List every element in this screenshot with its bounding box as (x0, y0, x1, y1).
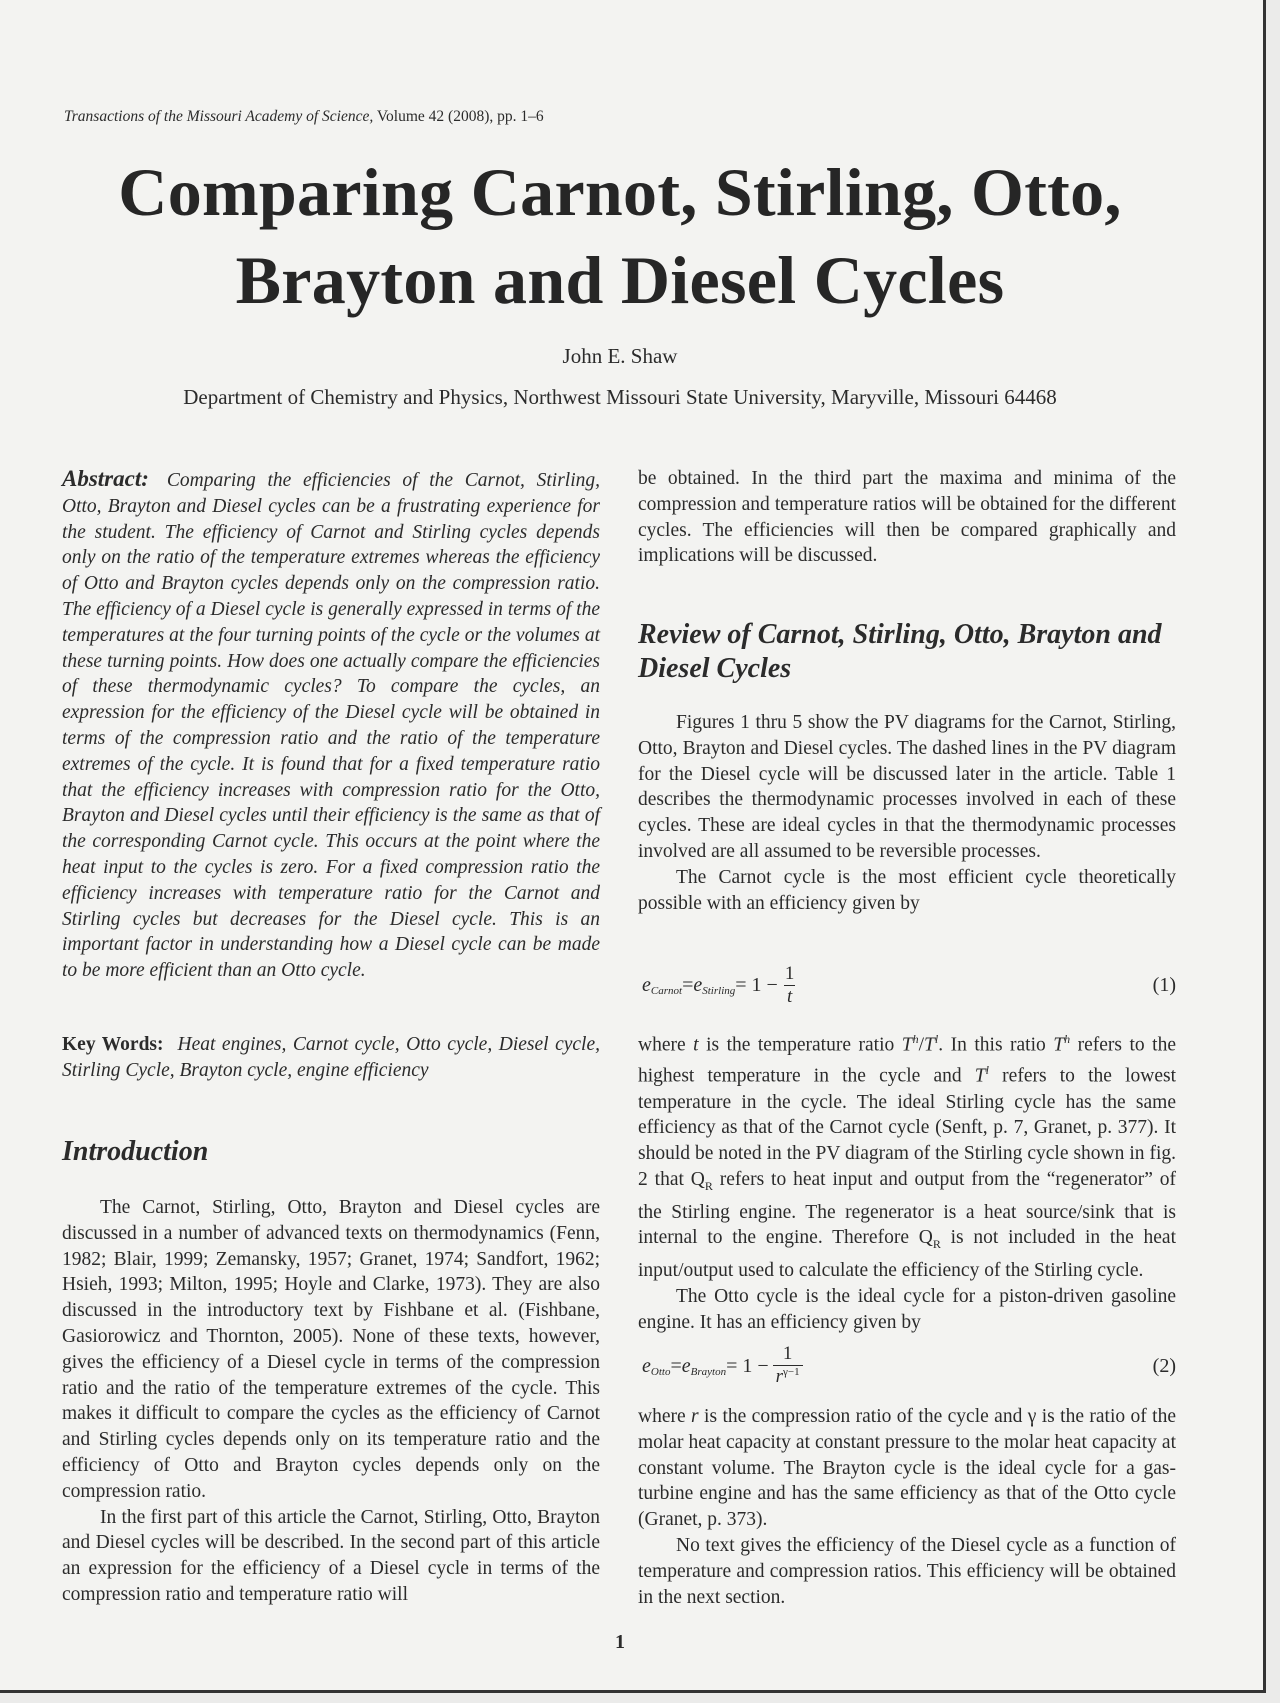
eq2-numerator: 1 (782, 1342, 793, 1364)
keywords-label: Key Words: (62, 1034, 164, 1055)
eq1-denominator: t (784, 985, 795, 1008)
p3-text-f: refers to heat input and output from the “regenerator” of the Stirling engine. The regenerator is a heat source/sink that is internal to the engine. Therefore Q (638, 1168, 1177, 1249)
intro-paragraph-1: The Carnot, Stirling, Otto, Brayton and Diesel cycles are discussed in a number of advanced texts on thermodynamics (Fenn, 1982; Blair, 1999; Zemansky, 1957; Granet, 1974; Sandfort, 1962; Hsieh, 1993; Milton, 1995; Hoyle and Clarke, 1973). They are also discussed in the introductory text by Fishbane et al. (Fishbane, Gasiorowicz and Thornton, 2005). None of these texts, however, gives the efficiency of a Diesel cycle in terms of the compression ratio and the ratio of the temperature extremes of the cycle. This makes it difficult to compare the cycles as the efficiency of Carnot and Stirling cycles depends only on its temperature ratio and the efficiency of Otto and Brayton cycles depends only on the compression ratio. (62, 1197, 600, 1502)
eq1-sub-carnot: Carnot (650, 985, 683, 997)
p3-text-b: is the temperature ratio (698, 1034, 902, 1056)
p3-var-T2: T (924, 1034, 935, 1056)
introduction-heading: Introduction (62, 1136, 209, 1167)
eq2-fraction (773, 1343, 803, 1390)
p3-text-g: is not included in the heat input/output used to calculate the efficiency of the Stirling cycle. (638, 1227, 1176, 1282)
equation-1-number: (1) (1152, 974, 1176, 996)
abstract (62, 466, 600, 984)
eq2-e1: e (642, 1354, 651, 1377)
eq2-one-minus: = 1 − (726, 1354, 769, 1377)
eq2-e2: e (681, 1354, 691, 1377)
eq1-equals: = (682, 973, 694, 996)
p3-text-e: refers to the lowest temperature in the cycle. The ideal Stirling cycle has the same efficiency as that of the Carnot cycle (Senft, p. 7, Granet, p. 377). It should be noted in the PV diagram of the Stirling cycle shown in fig. 2 that Q (638, 1065, 1176, 1190)
author: John E. Shaw (562, 344, 678, 368)
abstract-label: Abstract: (62, 466, 149, 491)
p3-var-T1: T (901, 1034, 913, 1056)
equation-1 (638, 955, 1176, 1015)
page-number: 1 (615, 1631, 625, 1653)
p5-text-b: is the compression ratio of the cycle and γ is the ratio of the molar heat capacity at constant pressure to the molar heat capacity at constant volume. The Brayton cycle is the ideal cycle for a gas-turbine engine and has the same efficiency as that of the Otto cycle (Granet, p. 373). (638, 1406, 1177, 1531)
right-column-top (638, 466, 1176, 569)
review-paragraph-6: No text gives the efficiency of the Diesel cycle as a function of temperature and compression ratios. This efficiency will be obtained in the next section. (638, 1534, 1176, 1608)
volume-info: Volume 42 (2008), pp. 1–6 (373, 108, 544, 125)
eq1-sub-stirling: Stirling (702, 985, 736, 997)
affiliation: Department of Chemistry and Physics, Northwest Missouri State University, Maryville, Missouri 64468 (183, 385, 1057, 409)
p3-text-d: refers to the highest temperature in the cycle and (638, 1034, 1176, 1087)
review-paragraph-3 (638, 1027, 1176, 1284)
review-body-1 (638, 710, 1176, 916)
journal-header (64, 108, 544, 126)
review-heading: Review of Carnot, Stirling, Otto, Brayton and Diesel Cycles (638, 619, 1162, 684)
paper-title (0, 148, 1240, 324)
p3-var-t: t (693, 1034, 699, 1056)
eq1-e2: e (693, 973, 703, 996)
equation-1-formula (642, 955, 797, 1015)
p3-text-a: where (638, 1034, 694, 1056)
review-paragraph-5 (638, 1404, 1176, 1533)
p3-var-T3: T (1053, 1034, 1065, 1056)
eq1-one-minus: = 1 − (735, 973, 778, 996)
eq2-sub-otto: Otto (650, 1366, 671, 1378)
intro-paragraph-2: In the first part of this article the Carnot, Stirling, Otto, Brayton and Diesel cycles will be described. In the second part of this article an expression for the efficiency of a Diesel cycle in terms of the compression ratio and temperature ratio will (62, 1506, 600, 1605)
keywords (62, 1032, 600, 1084)
equation-2-number: (2) (1152, 1355, 1176, 1377)
eq2-den-base: r (775, 1365, 784, 1387)
review-paragraph-1: Figures 1 thru 5 show the PV diagrams for the Carnot, Stirling, Otto, Brayton and Diesel cycles. The dashed lines in the PV diagram for the Diesel cycle will be discussed later in the article. Table 1 describes the thermodynamic processes involved in each of these cycles. These are ideal cycles in that the thermodynamic processes involved are all assumed to be reversible processes. (638, 712, 1176, 862)
review-body-2 (638, 1027, 1176, 1336)
introduction-body (62, 1195, 600, 1608)
eq1-fraction (782, 963, 798, 1008)
p3-slash: / (918, 1034, 925, 1056)
abstract-text: Comparing the efficiencies of the Carnot, Stirling, Otto, Brayton and Diesel cycles can be a frustrating experience for the student. The efficiency of Carnot and Stirling cycles depends only on the ratio of the temperature extremes whereas the efficiency of Otto and Brayton cycles depends only on the compression ratio. The efficiency of a Diesel cycle is generally expressed in terms of the temperatures at the four turning points of the cycle or the volumes at these turning points. How does one actually compare the efficiencies of these thermodynamic cycles? To compare the cycles, an expression for the efficiency of the Diesel cycle will be obtained in terms of the compression ratio and the ratio of the temperature extremes of the cycle. It is found that for a fixed temperature ratio that the efficiency increases with compression ratio for the Otto, Brayton and Diesel cycles until their efficiency is the same as that of the corresponding Carnot cycle. This occurs at the point where the heat input to the cycles is zero. For a fixed compression ratio the efficiency increases with temperature ratio for the Carnot and Stirling cycles but decreases for the Diesel cycle. This is an important factor in understanding how a Diesel cycle can be made to be more efficient than an Otto cycle. (62, 470, 600, 982)
title-line-2: Brayton and Diesel Cycles (235, 242, 1005, 318)
eq2-sub-brayton: Brayton (690, 1366, 727, 1378)
review-paragraph-2: The Carnot cycle is the most efficient cycle theoretically possible with an efficiency given by (638, 866, 1176, 914)
p3-sup-h2: h (1064, 1032, 1071, 1046)
continued-paragraph: be obtained. In the third part the maxima and minima of the compression and temperature ratios will be obtained for the different cycles. The efficiencies will then be compared graphically and implications will be discussed. (638, 468, 1176, 567)
p3-var-T4: T (974, 1065, 986, 1087)
equation-2-formula (642, 1336, 803, 1396)
p3-sub-R1: R (704, 1178, 713, 1193)
review-body-3 (638, 1404, 1176, 1610)
journal-name: Transactions of the Missouri Academy of Science, (64, 108, 374, 125)
eq1-numerator: 1 (784, 962, 795, 984)
p3-sup-h1: h (912, 1032, 919, 1046)
eq2-equals: = (670, 1354, 682, 1377)
p5-text-a: where (638, 1406, 692, 1427)
keywords-text: Heat engines, Carnot cycle, Otto cycle, Diesel cycle, Stirling Cycle, Brayton cycle, engine efficiency (62, 1034, 600, 1081)
eq2-denominator (773, 1365, 803, 1390)
eq1-e1: e (642, 973, 651, 996)
p5-var-r: r (691, 1406, 699, 1427)
p3-sub-R2: R (932, 1237, 941, 1252)
p3-sup-l2: l (985, 1063, 989, 1078)
equation-2 (638, 1336, 1176, 1396)
title-line-1: Comparing Carnot, Stirling, Otto, (118, 154, 1122, 230)
eq2-den-exponent: γ−1 (783, 1365, 800, 1378)
p3-text-c: . In this ratio (938, 1034, 1054, 1056)
review-paragraph-4: The Otto cycle is the ideal cycle for a piston-driven gasoline engine. It has an efficiency given by (638, 1285, 1176, 1333)
p3-sup-l1: l (934, 1032, 939, 1046)
